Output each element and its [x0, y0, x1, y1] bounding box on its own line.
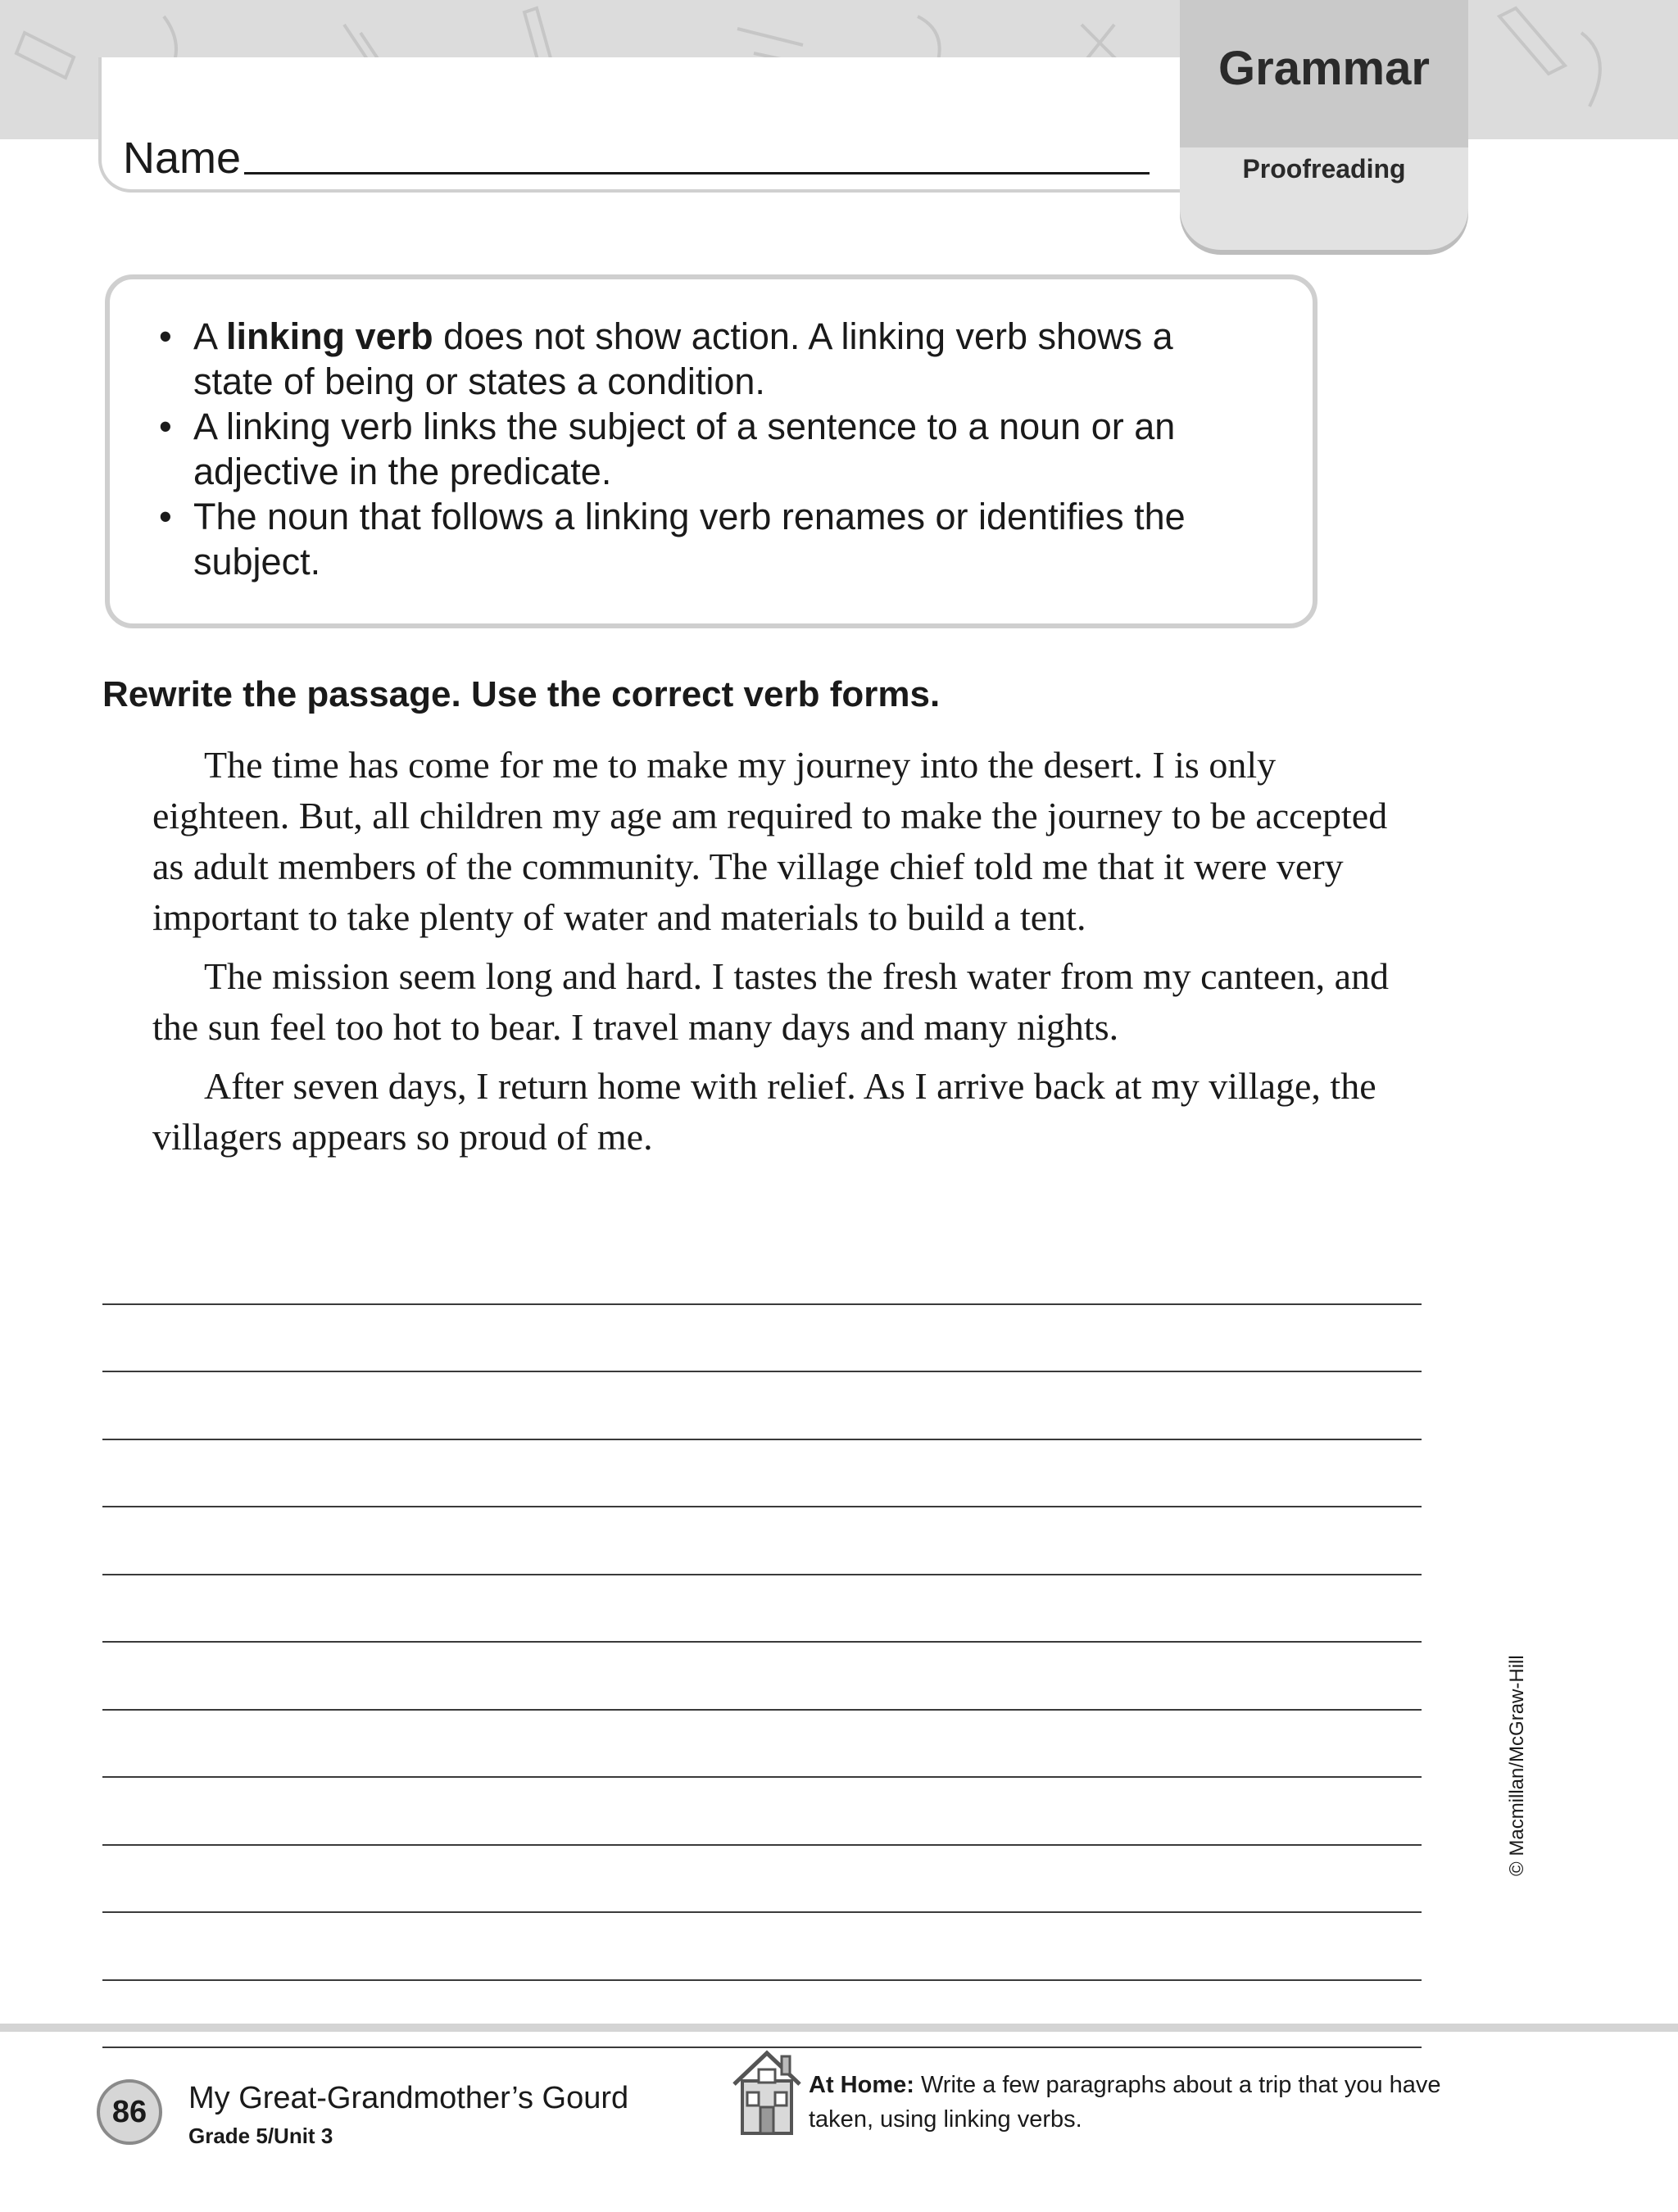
passage	[152, 740, 1414, 1171]
name-label: Name	[123, 134, 242, 183]
at-home-label: At Home:	[809, 2072, 914, 2098]
rule-item: • A linking verb links the subject of a sentence to a noun or an adjective in the predicate.	[159, 404, 1257, 494]
name-field[interactable]	[244, 172, 1150, 175]
answer-line[interactable]	[102, 1440, 1422, 1508]
key-term: linking verb	[226, 315, 433, 357]
at-home-text: Write a few paragraphs about a trip that you have taken, using linking verbs.	[809, 2072, 1441, 2133]
section-title: Grammar	[1218, 42, 1430, 95]
passage-paragraph: After seven days, I return home with relief. As I arrive back at my village, the villagers appears so proud of me.	[152, 1065, 1376, 1158]
answer-line[interactable]	[102, 1981, 1422, 2049]
passage-paragraph: The mission seem long and hard. I tastes the fresh water from my canteen, and the sun feel too hot to bear. I travel many days and many nights.	[152, 955, 1389, 1048]
answer-line[interactable]	[102, 1305, 1422, 1373]
grade-unit: Grade 5/Unit 3	[188, 2124, 333, 2148]
answer-line[interactable]	[102, 1237, 1422, 1305]
story-title: My Great-Grandmother’s Gourd	[188, 2081, 629, 2115]
answer-line[interactable]	[102, 1643, 1422, 1711]
section-tab	[1180, 0, 1468, 250]
house-icon	[729, 2047, 805, 2138]
footer-divider	[0, 2024, 1678, 2032]
rules-list	[159, 314, 1257, 584]
answer-line[interactable]	[102, 1711, 1422, 1779]
answer-line[interactable]	[102, 1372, 1422, 1440]
copyright: © Macmillan/McGraw-Hill	[1506, 1655, 1528, 1876]
answer-line[interactable]	[102, 1778, 1422, 1846]
passage-paragraph: The time has come for me to make my journey into the desert. I is only eighteen. But, all children my age am required to make the journey to be accepted as adult members of the community. The village chief told me that it were very important to take plenty of water and materials to build a tent.	[152, 744, 1388, 938]
rule-item: • The noun that follows a linking verb renames or identifies the subject.	[159, 494, 1257, 584]
answer-line[interactable]	[102, 1913, 1422, 1981]
rules-box	[105, 274, 1317, 628]
rule-item: • A linking verb does not show action. A linking verb shows a state of being or states a condition.	[159, 314, 1257, 404]
answer-line[interactable]	[102, 1507, 1422, 1575]
page-number: 86	[97, 2079, 162, 2145]
section-subtitle: Proofreading	[1242, 154, 1406, 184]
answer-line[interactable]	[102, 1846, 1422, 1914]
answer-line[interactable]	[102, 1575, 1422, 1643]
answer-area[interactable]	[102, 1237, 1422, 2048]
at-home-note	[809, 2068, 1464, 2137]
instructions: Rewrite the passage. Use the correct verb forms.	[102, 674, 941, 714]
